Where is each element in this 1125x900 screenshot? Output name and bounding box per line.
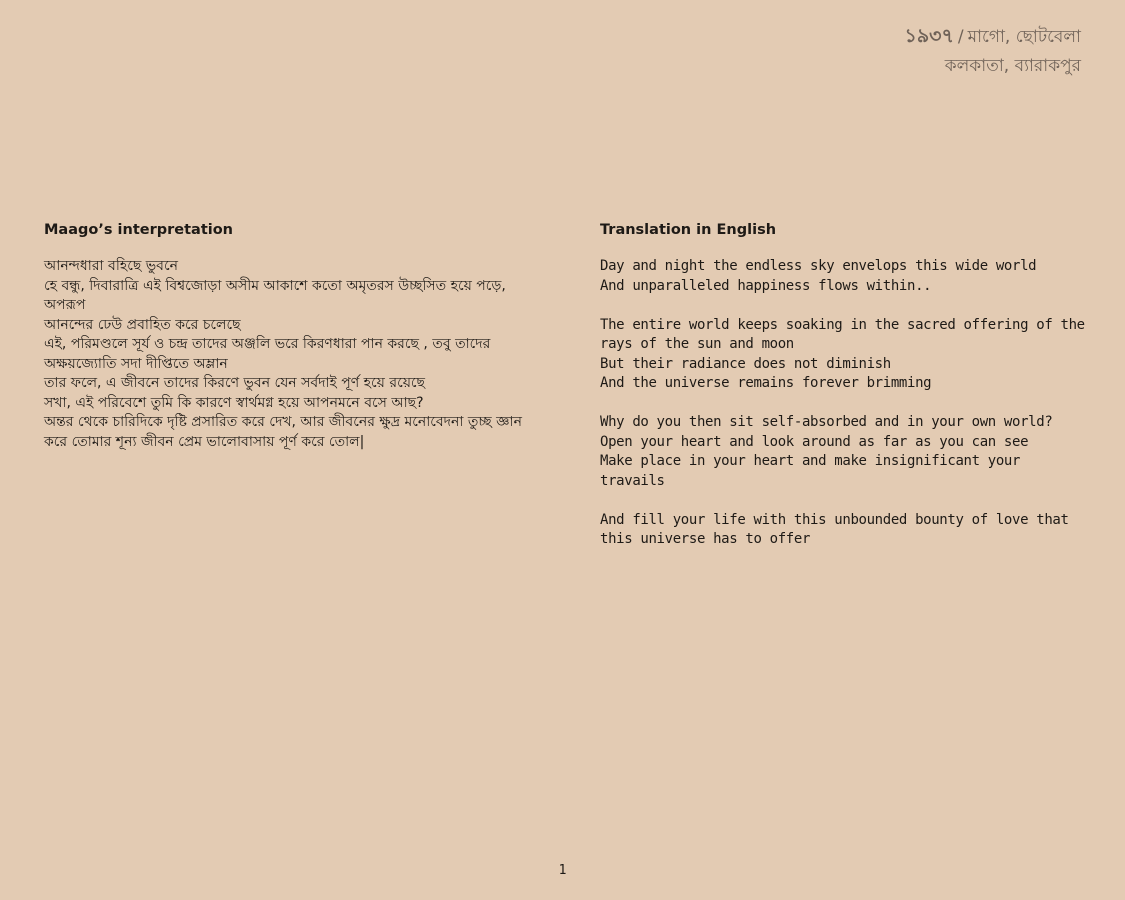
bengali-text: [44, 257, 544, 452]
header-title: মাগো, ছোটবেলা: [967, 27, 1081, 47]
english-column-heading: Translation in English: [600, 222, 777, 238]
page-header: [905, 22, 1081, 81]
page-number: 1: [558, 863, 567, 878]
bengali-line: সখা, এই পরিবেশে তুমি কি কারণে স্বার্থমগ্ন হয়ে আপনমনে বসে আছ?: [44, 394, 424, 411]
header-location: কলকাতা, ব্যারাকপুর: [944, 56, 1081, 76]
english-column: [600, 221, 1085, 550]
header-separator: /: [957, 27, 964, 47]
english-line: Day and night the endless sky envelops this wide world: [600, 258, 1037, 274]
english-line: The entire world keeps soaking in the sacred offering of the rays of the sun and moon: [600, 316, 1085, 352]
english-line: Why do you then sit self-absorbed and in your own world?: [600, 414, 1053, 430]
english-line: But their radiance does not diminish: [600, 355, 891, 372]
english-line: Open your heart and look around as far as you can see: [600, 433, 1029, 450]
stanza: [600, 413, 1085, 491]
english-line: And the universe remains forever brimming: [600, 375, 932, 391]
english-line: And unparalleled happiness flows within..: [600, 277, 932, 294]
bengali-line: অন্তর থেকে চারিদিকে দৃষ্টি প্রসারিত করে দেখ, আর জীবনের ক্ষুদ্র মনোবেদনা তুচ্ছ জ্ঞান করে তোমার শূন্য জীবন প্রেম ভালোবাসায় পূর্ণ করে তোল|: [44, 414, 522, 450]
bengali-line: আনন্দের ঢেউ প্রবাহিত করে চলেছে: [44, 316, 241, 333]
header-title-line: [905, 22, 1081, 52]
english-line: Make place in your heart and make insignificant your travails: [600, 453, 1021, 489]
stanza: [600, 316, 1085, 394]
bengali-line: হে বন্ধু, দিবারাত্রি এই বিশ্বজোড়া অসীম আকাশে কতো অমৃতরস উচ্ছসিত হয়ে পড়ে, অপরূপ: [44, 277, 506, 313]
header-year: ১৯৩৭: [904, 25, 954, 47]
stanza: [600, 511, 1085, 550]
bengali-column: [44, 221, 544, 452]
bengali-line: তার ফলে, এ জীবনে তাদের কিরণে ভুবন যেন সর্বদাই পূর্ণ হয়ে রয়েছে: [44, 375, 426, 391]
bengali-column-heading: Maago’s interpretation: [44, 222, 234, 238]
bengali-line: আনন্দধারা বহিছে ভুবনে: [44, 258, 178, 274]
english-line: And fill your life with this unbounded bounty of love that this universe has to offer: [600, 511, 1069, 547]
stanza: [600, 257, 1085, 296]
bengali-line: এই, পরিমণ্ডলে সূর্য ও চন্দ্র তাদের অঞ্জলি ভরে কিরণধারা পান করছে , তবু তাদের অক্ষয়জ্যোতি সদা দীপ্তিতে অম্লান: [44, 336, 491, 372]
english-text: [600, 257, 1085, 550]
